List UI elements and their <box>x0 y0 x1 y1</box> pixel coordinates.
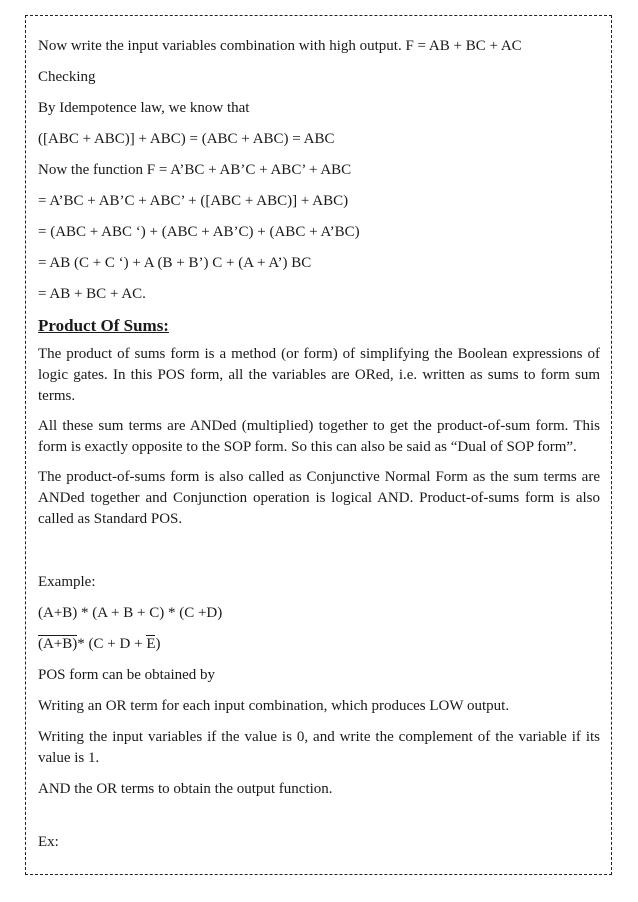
paragraph-2: All these sum terms are ANDed (multiplied) together to get the product-of-sum form. This form is exactly opposite to the SOP form. So this can also be said as “Dual of SOP form”. <box>38 418 600 455</box>
line-9: = AB + BC + AC. <box>38 286 146 302</box>
pos-intro: POS form can be obtained by <box>38 667 216 683</box>
line-6: = A’BC + AB’C + ABC’ + ([ABC + ABC)] + ABC) <box>38 193 349 209</box>
step-1: Writing an OR term for each input combination, which produces LOW output. <box>38 698 510 714</box>
paragraph-1: The product of sums form is a method (or form) of simplifying the Boolean expressions of logic gates. In this POS form, all the variables are ORed, i.e. written as sums to form sum terms. <box>38 346 600 404</box>
section-heading: Product Of Sums: <box>38 316 169 335</box>
line-1: Now write the input variables combination with high output. F = AB + BC + AC <box>38 38 522 54</box>
page-content <box>38 36 600 853</box>
overlined-term: (A+B) <box>38 634 77 655</box>
step-2: Writing the input variables if the value is 0, and write the complement of the variable if its value is 1. <box>38 729 600 766</box>
line-3: By Idempotence law, we know that <box>38 100 250 116</box>
line-7: = (ABC + ABC ‘) + (ABC + AB’C) + (ABC + A’BC) <box>38 224 360 240</box>
example-expression-2: (A+B)* (C + D + E) <box>38 634 600 655</box>
line-5: Now the function F = A’BC + AB’C + ABC’ + ABC <box>38 162 352 178</box>
line-4: ([ABC + ABC)] + ABC) = (ABC + ABC) = ABC <box>38 131 335 147</box>
example-expression-1: (A+B) * (A + B + C) * (C +D) <box>38 605 223 621</box>
line-checking: Checking <box>38 69 96 85</box>
example-label: Example: <box>38 574 96 590</box>
line-8: = AB (C + C ‘) + A (B + B’) C + (A + A’) BC <box>38 255 312 271</box>
paragraph-3: The product-of-sums form is also called as Conjunctive Normal Form as the sum terms are ANDed together and Conjunction operation is logical AND. Product-of-sums form is also called as Standard POS. <box>38 469 600 527</box>
step-3: AND the OR terms to obtain the output function. <box>38 781 333 797</box>
ex-label: Ex: <box>38 834 59 850</box>
overlined-variable: E <box>146 634 155 655</box>
